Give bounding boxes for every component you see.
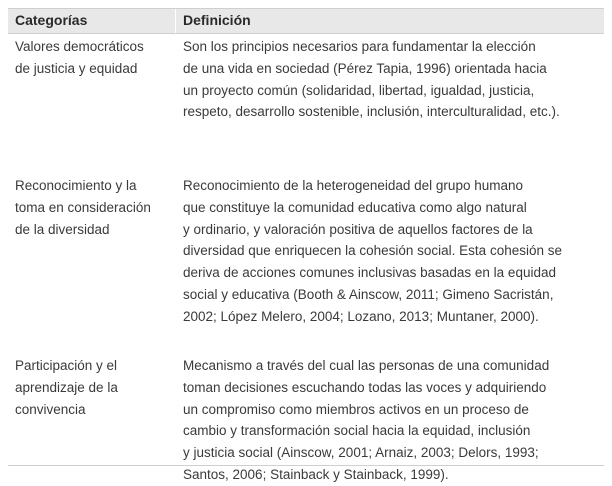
category-line: Participación y el — [15, 358, 118, 373]
definition-line: Son los principios necesarios para fundamentar la elección — [183, 39, 536, 54]
definition-line: respeto, desarrollo sostenible, inclusión, interculturalidad, etc.). — [183, 104, 560, 120]
definition-line: deriva de acciones comunes inclusivas basadas en la equidad — [183, 265, 556, 281]
category-line: convivencia — [15, 401, 86, 417]
category-line: Valores democráticos — [15, 39, 144, 54]
table-header — [8, 8, 604, 34]
definition-line: y ordinario, y valoración positiva de aquellos factores de la — [183, 221, 533, 237]
definitions-table — [8, 8, 604, 482]
definition-line: social y educativa (Booth & Ainscow, 2011; Gimeno Sacristán, — [183, 286, 554, 302]
definition-line: diversidad que enriquecen la cohesión social. Esta cohesión se — [183, 243, 562, 259]
category-line: de justicia y equidad — [15, 60, 138, 76]
definition-line: que constituye la comunidad educativa como algo natural — [183, 199, 527, 215]
definition-line: de una vida en sociedad (Pérez Tapia, 1996) orientada hacia — [183, 60, 547, 76]
category-cell — [15, 36, 175, 80]
category-line: Reconocimiento y la — [15, 178, 137, 193]
definition-line: cambio y transformación social hacia la equidad, inclusión — [183, 423, 531, 439]
definition-cell — [183, 355, 604, 486]
definition-line: toman decisiones escuchando todas las voces y adquiriendo — [183, 379, 547, 395]
definition-cell — [183, 36, 604, 123]
category-line: aprendizaje de la — [15, 379, 118, 395]
category-cell — [15, 355, 175, 420]
definition-cell — [183, 175, 604, 328]
table-bottom-border — [8, 465, 604, 466]
definition-line: Reconocimiento de la heterogeneidad del grupo humano — [183, 178, 523, 193]
definition-line: un proyecto común (solidaridad, libertad, igualdad, justicia, — [183, 82, 535, 98]
header-definicion: Definición — [183, 12, 251, 28]
header-divider — [175, 9, 176, 33]
category-line: de la diversidad — [15, 221, 110, 237]
category-cell — [15, 175, 175, 240]
definition-line: Santos, 2006; Stainback y Stainback, 1999). — [183, 466, 449, 482]
category-line: toma en consideración — [15, 199, 151, 215]
definition-line: un compromiso como miembros activos en un proceso de — [183, 401, 529, 417]
header-categorias: Categorías — [15, 12, 88, 28]
definition-line: y justicia social (Ainscow, 2001; Arnaiz, 2003; Delors, 1993; — [183, 445, 539, 461]
definition-line: 2002; López Melero, 2004; Lozano, 2013; Muntaner, 2000). — [183, 308, 539, 324]
definition-line: Mecanismo a través del cual las personas de una comunidad — [183, 358, 550, 373]
